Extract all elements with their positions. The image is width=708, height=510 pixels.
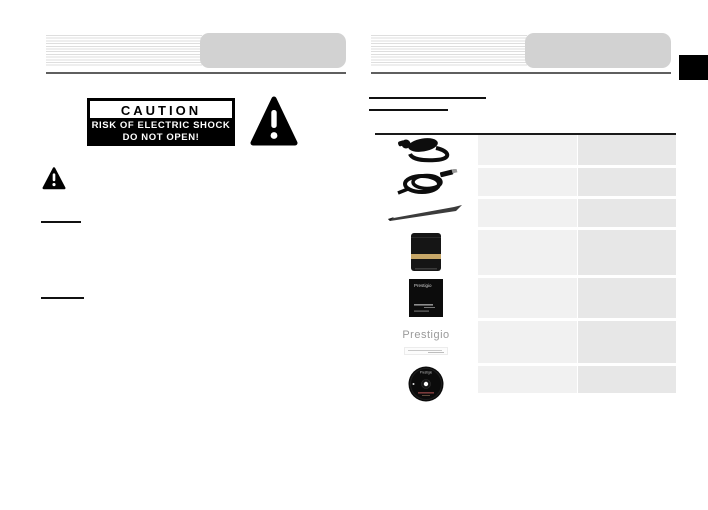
- warranty-card-textline: [408, 350, 442, 351]
- right-heading-underline-1: [369, 97, 486, 99]
- warranty-card-textline: [428, 352, 444, 353]
- item-name-cell: [478, 321, 577, 363]
- item-image-cell: [375, 321, 477, 363]
- item-name-cell: [478, 168, 577, 196]
- brand-wordmark: Prestigio: [402, 329, 450, 341]
- gift-box-brand-text: Prestigio: [414, 283, 432, 288]
- right-header-stripes: [371, 35, 527, 67]
- cd-brand-text: Prestigio: [419, 370, 433, 374]
- stylus-pen-photo: [384, 204, 468, 222]
- item-image-cell: [375, 168, 477, 196]
- table-row: [375, 135, 676, 165]
- caution-title: CAUTION: [89, 100, 233, 119]
- item-image-cell: [375, 278, 477, 318]
- item-image-cell: [375, 199, 477, 227]
- item-name-cell: [478, 366, 577, 393]
- left-header-rule: [46, 72, 346, 74]
- item-image-cell: [375, 230, 477, 275]
- item-name-cell: [478, 135, 577, 165]
- package-contents-table: [375, 133, 676, 393]
- item-spec-cell: [578, 168, 676, 196]
- left-heading-underline-1: [41, 221, 81, 223]
- leather-case-photo: [408, 232, 444, 274]
- item-spec-cell: [578, 230, 676, 275]
- item-name-cell: [478, 199, 577, 227]
- item-spec-cell: [578, 321, 676, 363]
- table-row: [375, 366, 676, 393]
- warning-triangle-small-icon: [42, 167, 66, 190]
- right-heading-underline-2: [369, 109, 448, 111]
- table-row: [375, 168, 676, 196]
- warranty-card-photo: [404, 347, 448, 355]
- table-rows: [375, 135, 676, 393]
- gift-box-photo: [409, 279, 443, 317]
- table-row: [375, 278, 676, 318]
- item-image-cell: [375, 366, 477, 393]
- right-header-title-pill: [525, 33, 671, 68]
- caution-box: [87, 98, 235, 146]
- item-name-cell: [478, 278, 577, 318]
- caution-line-2: DO NOT OPEN!: [122, 132, 200, 143]
- caution-line-1: RISK OF ELECTRIC SHOCK: [91, 120, 231, 131]
- left-header-title-pill: [200, 33, 346, 68]
- item-spec-cell: [578, 366, 676, 393]
- left-header-stripes: [46, 35, 202, 67]
- right-header-rule: [371, 72, 671, 74]
- usb-cable-photo: [390, 169, 462, 195]
- item-name-cell: [478, 230, 577, 275]
- table-row: [375, 321, 676, 363]
- installation-cd-photo: [407, 365, 445, 403]
- warning-triangle-icon: [250, 96, 298, 148]
- item-spec-cell: [578, 135, 676, 165]
- car-charger-photo: [390, 136, 462, 164]
- item-spec-cell: [578, 278, 676, 318]
- left-heading-underline-2: [41, 297, 84, 299]
- item-image-cell: [375, 135, 477, 165]
- table-row: [375, 230, 676, 275]
- page-edge-tab: [679, 55, 708, 80]
- item-spec-cell: [578, 199, 676, 227]
- table-row: [375, 199, 676, 227]
